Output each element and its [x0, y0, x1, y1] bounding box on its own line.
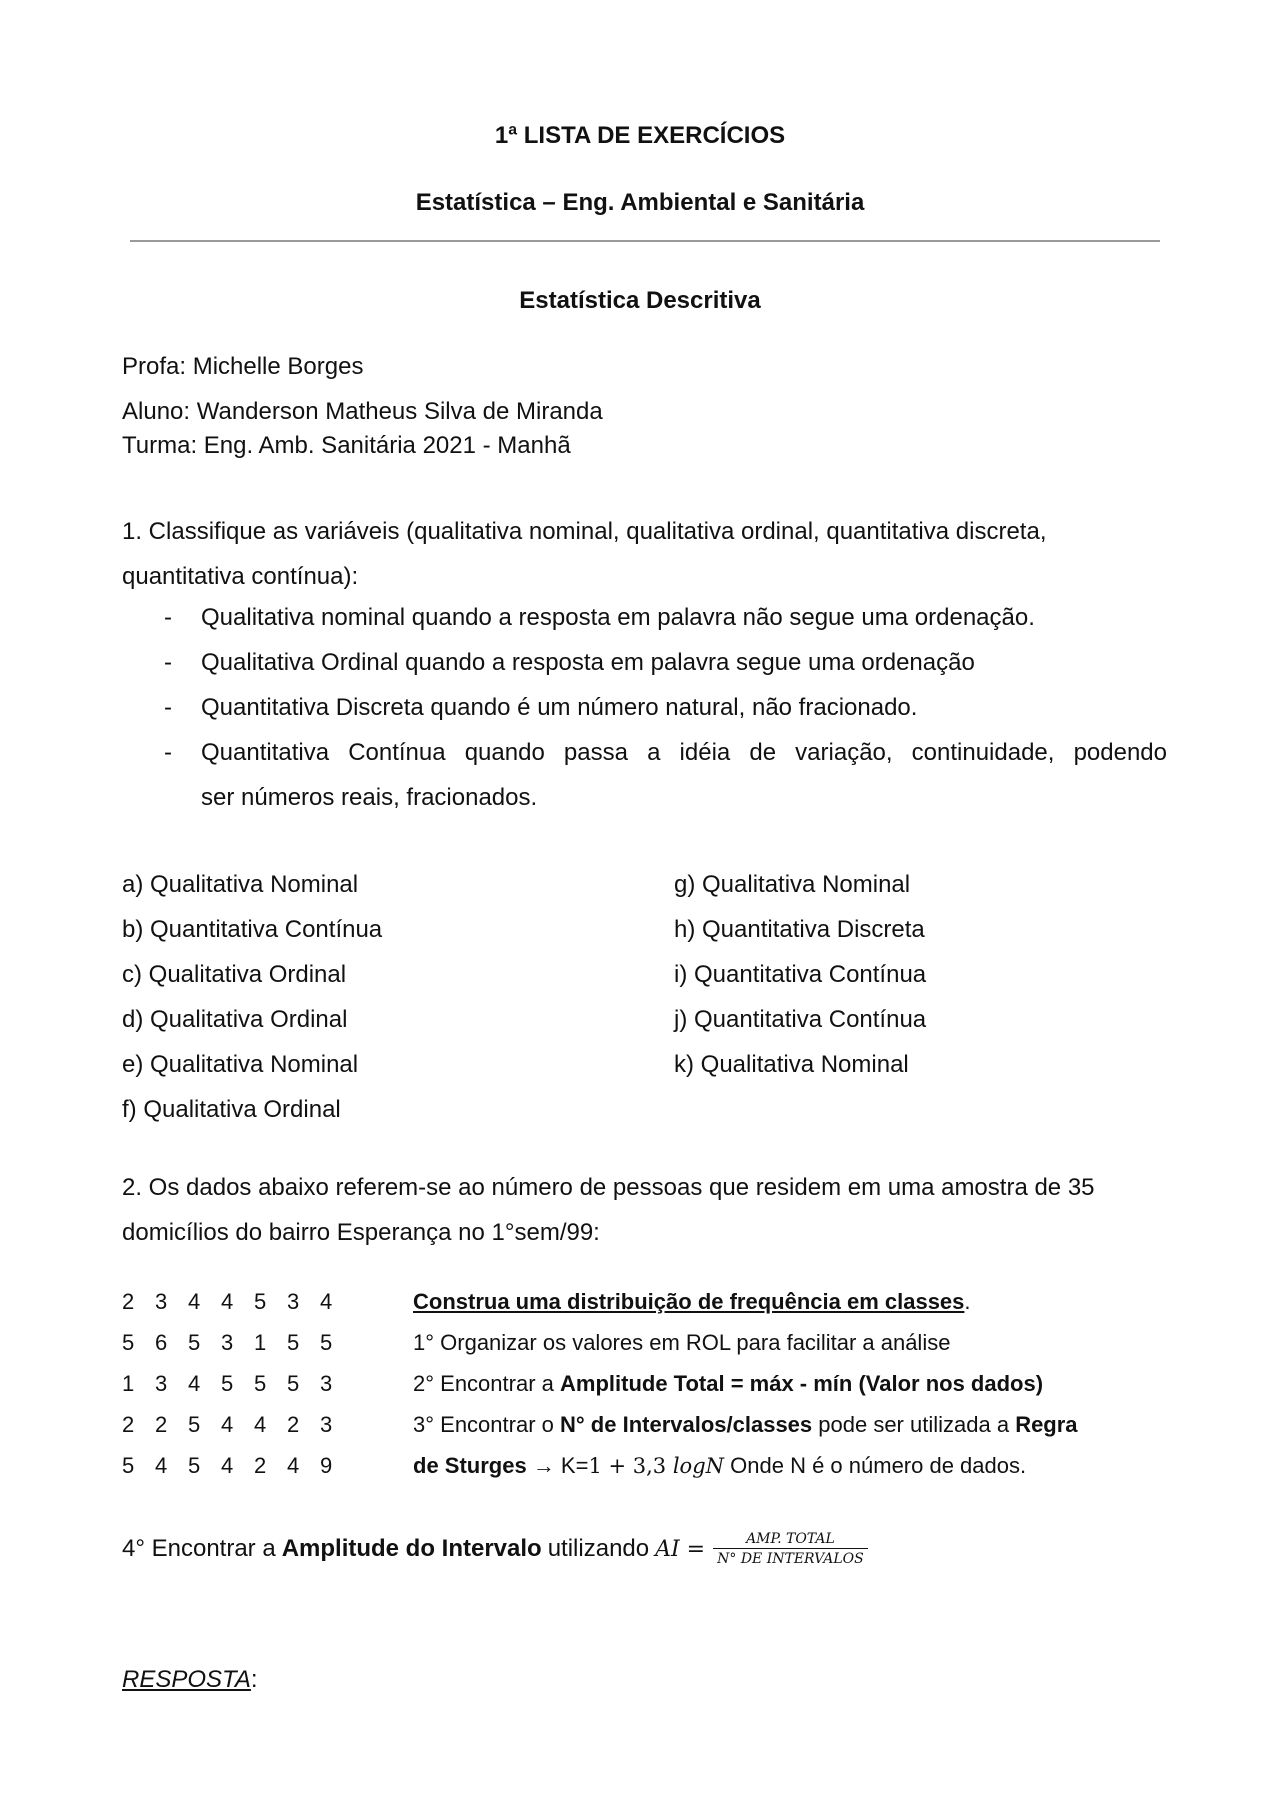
data-value: 1	[254, 1330, 267, 1355]
data-row	[122, 1330, 353, 1371]
student-line: Aluno: Wanderson Matheus Silva de Miranda	[122, 398, 603, 425]
data-value: 5	[122, 1330, 135, 1355]
definition-item: - Quantitativa Discreta quando é um número natural, não fracionado.	[164, 694, 918, 721]
data-value: 2	[155, 1412, 168, 1437]
task-text: Construa uma distribuição de frequência em classes	[413, 1289, 965, 1314]
definition-item: - Quantitativa Contínua quando passa a idéia de variação, continuidade, podendo ser números reais, fracionados.	[158, 730, 1167, 820]
data-value: 5	[320, 1330, 333, 1355]
answer-item: j) Quantitativa Contínua	[674, 1006, 927, 1033]
data-value: 6	[155, 1330, 168, 1355]
document-subtitle: Estatística – Eng. Ambiental e Sanitária	[415, 189, 865, 216]
definition-text: Quantitativa Contínua quando passa a idéia de variação, continuidade, podendo	[201, 739, 1167, 766]
sturges-label: de Sturges	[413, 1453, 527, 1478]
data-value: 4	[221, 1453, 234, 1478]
data-values-grid	[122, 1289, 353, 1494]
answers-right-column	[674, 862, 926, 1087]
data-value: 4	[320, 1289, 333, 1314]
document-title: 1ª LISTA DE EXERCÍCIOS	[494, 122, 786, 149]
step-4-mid: utilizando	[547, 1535, 650, 1562]
data-row	[122, 1453, 353, 1494]
answer-item: a) Qualitativa Nominal	[122, 871, 359, 898]
formula-fraction	[713, 1530, 868, 1568]
data-value: 2	[287, 1412, 300, 1437]
data-value: 3	[221, 1330, 234, 1355]
data-value: 4	[287, 1453, 300, 1478]
class-line: Turma: Eng. Amb. Sanitária 2021 - Manhã	[122, 432, 571, 459]
fraction-numerator: AMP. TOTAL	[746, 1531, 835, 1547]
data-value: 3	[320, 1412, 333, 1437]
data-row	[122, 1371, 353, 1412]
data-value: 5	[188, 1412, 201, 1437]
answer-item: d) Qualitativa Ordinal	[122, 1006, 348, 1033]
answer-item: k) Qualitativa Nominal	[674, 1051, 909, 1078]
data-value: 5	[287, 1330, 300, 1355]
data-row	[122, 1412, 353, 1453]
sturges-arrow: → K=	[526, 1453, 589, 1478]
answer-label-line	[122, 1666, 258, 1694]
definition-item: - Qualitativa Ordinal quando a resposta em palavra segue uma ordenação	[164, 649, 975, 676]
data-value: 5	[221, 1371, 234, 1396]
answer-item: f) Qualitativa Ordinal	[122, 1096, 341, 1123]
definition-text: Quantitativa Discreta quando é um número natural, não fracionado.	[201, 694, 918, 721]
sturges-formula-log: logN	[672, 1454, 725, 1478]
data-value: 2	[122, 1289, 135, 1314]
data-value: 5	[254, 1371, 267, 1396]
data-value: 1	[122, 1371, 135, 1396]
step-2-text: 2° Encontrar a	[413, 1371, 560, 1396]
data-value: 2	[122, 1412, 135, 1437]
step-3-mid: pode ser utilizada a	[812, 1412, 1016, 1437]
definition-text-continued: ser números reais, fracionados.	[201, 784, 538, 811]
answer-item: g) Qualitativa Nominal	[674, 871, 911, 898]
step-4	[122, 1530, 868, 1568]
formula-lhs: AI =	[655, 1536, 706, 1562]
answer-item: c) Qualitativa Ordinal	[122, 961, 347, 988]
step-3-continued	[413, 1453, 1173, 1494]
answer-item: h) Quantitativa Discreta	[674, 916, 925, 943]
step-4-text: 4° Encontrar a	[122, 1535, 276, 1562]
answer-item: i) Quantitativa Contínua	[674, 961, 927, 988]
data-value: 2	[254, 1453, 267, 1478]
definition-text: Qualitativa nominal quando a resposta em palavra não segue uma ordenação.	[201, 604, 1035, 631]
instructions-block	[413, 1289, 1173, 1494]
data-value: 4	[155, 1453, 168, 1478]
answers-left-column	[122, 862, 382, 1132]
data-value: 3	[155, 1371, 168, 1396]
data-value: 3	[155, 1289, 168, 1314]
step-4-bold: Amplitude do Intervalo	[281, 1535, 542, 1562]
step-2	[413, 1371, 1173, 1412]
step-3	[413, 1412, 1173, 1453]
data-value: 4	[221, 1289, 234, 1314]
horizontal-divider	[130, 240, 1160, 242]
step-3-bold-2: Regra	[1015, 1412, 1078, 1437]
answer-item: b) Quantitativa Contínua	[122, 916, 383, 943]
data-value: 5	[287, 1371, 300, 1396]
data-value: 5	[254, 1289, 267, 1314]
answer-label: RESPOSTA	[122, 1666, 251, 1693]
task-line	[413, 1289, 1173, 1330]
task-period: .	[964, 1289, 971, 1314]
step-3-text: 3° Encontrar o	[413, 1412, 560, 1437]
answer-item: e) Qualitativa Nominal	[122, 1051, 359, 1078]
step-1: 1° Organizar os valores em ROL para facilitar a análise	[413, 1330, 951, 1355]
data-value: 3	[287, 1289, 300, 1314]
definitions-list	[158, 595, 1167, 820]
data-value: 4	[188, 1289, 201, 1314]
sturges-note: Onde N é o número de dados.	[724, 1453, 1027, 1478]
data-value: 9	[320, 1453, 333, 1478]
definition-item: - Qualitativa nominal quando a resposta em palavra não segue uma ordenação.	[164, 604, 1035, 631]
data-value: 4	[188, 1371, 201, 1396]
step-2-bold: Amplitude Total = máx - mín (Valor nos dados)	[560, 1371, 1044, 1396]
section-title: Estatística Descritiva	[519, 287, 761, 314]
question-2-prompt: 2. Os dados abaixo referem-se ao número de pessoas que residem em uma amostra de 35 domicílios do bairro Esperança no 1°sem/99:	[122, 1174, 1095, 1246]
data-value: 5	[122, 1453, 135, 1478]
professor-line: Profa: Michelle Borges	[122, 353, 364, 380]
data-row	[122, 1289, 353, 1330]
fraction-denominator: N° DE INTERVALOS	[713, 1548, 868, 1568]
answer-colon: :	[250, 1666, 258, 1693]
data-value: 5	[188, 1330, 201, 1355]
data-value: 3	[320, 1371, 333, 1396]
question-1-prompt: 1. Classifique as variáveis (qualitativa nominal, qualitativa ordinal, quantitativa discreta, quantitativa contínua):	[122, 518, 1047, 590]
sturges-formula-part: 1 + 3,3	[588, 1454, 673, 1478]
data-value: 5	[188, 1453, 201, 1478]
data-value: 4	[254, 1412, 267, 1437]
data-value: 4	[221, 1412, 234, 1437]
step-3-bold: N° de Intervalos/classes	[560, 1412, 813, 1437]
definition-text: Qualitativa Ordinal quando a resposta em palavra segue uma ordenação	[201, 649, 975, 676]
